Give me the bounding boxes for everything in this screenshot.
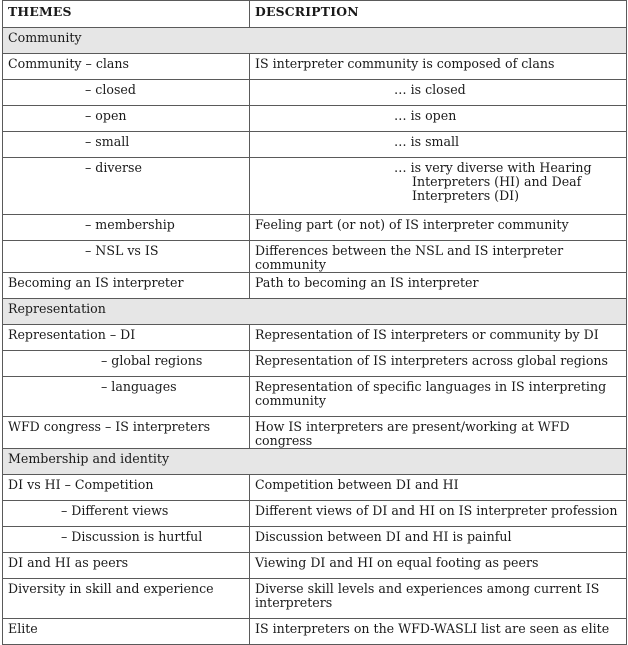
theme-cell: – small [3, 132, 250, 158]
theme-cell: – languages [3, 377, 250, 417]
description-cell: Path to becoming an IS interpreter [250, 273, 627, 299]
theme-cell: Representation – DI [3, 325, 250, 351]
description-cell: … is closed [250, 80, 627, 106]
theme-cell: – Discussion is hurtful [3, 527, 250, 553]
theme-cell: Elite [3, 619, 250, 645]
table-row [3, 579, 627, 619]
description-cell: Discussion between DI and HI is painful [250, 527, 627, 553]
table-row [3, 54, 627, 80]
table-row [3, 619, 627, 645]
table-row [3, 80, 627, 106]
theme-cell: – membership [3, 215, 250, 241]
description-cell [250, 158, 627, 215]
table-row [3, 132, 627, 158]
section-row-community [3, 28, 627, 54]
table-row [3, 106, 627, 132]
description-cell: Viewing DI and HI on equal footing as peers [250, 553, 627, 579]
themes-table [2, 0, 627, 645]
table-header-row [3, 1, 627, 28]
header-description: DESCRIPTION [250, 1, 627, 28]
description-cell: Representation of IS interpreters across global regions [250, 351, 627, 377]
section-title: Representation [3, 299, 627, 325]
description-cell: Representation of specific languages in IS interpreting community [250, 377, 627, 417]
theme-cell: – diverse [3, 158, 250, 215]
description-text: … is very diverse with Hearing Interpreters (HI) and Deaf Interpreters (DI) [394, 160, 592, 203]
theme-cell: – open [3, 106, 250, 132]
description-cell: Competition between DI and HI [250, 475, 627, 501]
theme-cell: Becoming an IS interpreter [3, 273, 250, 299]
table-row [3, 501, 627, 527]
theme-cell: Community – clans [3, 54, 250, 80]
header-themes: THEMES [3, 1, 250, 28]
description-cell: How IS interpreters are present/working at WFD congress [250, 417, 627, 449]
section-title: Membership and identity [3, 449, 627, 475]
table-row [3, 553, 627, 579]
theme-cell: DI and HI as peers [3, 553, 250, 579]
table-row [3, 475, 627, 501]
theme-cell: – closed [3, 80, 250, 106]
description-cell: IS interpreters on the WFD-WASLI list are seen as elite [250, 619, 627, 645]
description-cell: … is open [250, 106, 627, 132]
description-cell: Representation of IS interpreters or community by DI [250, 325, 627, 351]
table-row [3, 377, 627, 417]
description-cell: IS interpreter community is composed of clans [250, 54, 627, 80]
theme-cell: DI vs HI – Competition [3, 475, 250, 501]
table-row [3, 351, 627, 377]
theme-cell: – NSL vs IS [3, 241, 250, 273]
table-row [3, 273, 627, 299]
table-row [3, 241, 627, 273]
table-row [3, 325, 627, 351]
description-cell: Different views of DI and HI on IS interpreter profession [250, 501, 627, 527]
table-row [3, 158, 627, 215]
description-cell: Diverse skill levels and experiences among current IS interpreters [250, 579, 627, 619]
section-row-representation [3, 299, 627, 325]
description-cell: Feeling part (or not) of IS interpreter community [250, 215, 627, 241]
section-title: Community [3, 28, 627, 54]
theme-cell: – global regions [3, 351, 250, 377]
description-cell: … is small [250, 132, 627, 158]
theme-cell: Diversity in skill and experience [3, 579, 250, 619]
table-row [3, 215, 627, 241]
table-row [3, 417, 627, 449]
description-cell: Differences between the NSL and IS interpreter community [250, 241, 627, 273]
section-row-membership-identity [3, 449, 627, 475]
theme-cell: WFD congress – IS interpreters [3, 417, 250, 449]
theme-cell: – Different views [3, 501, 250, 527]
table-row [3, 527, 627, 553]
